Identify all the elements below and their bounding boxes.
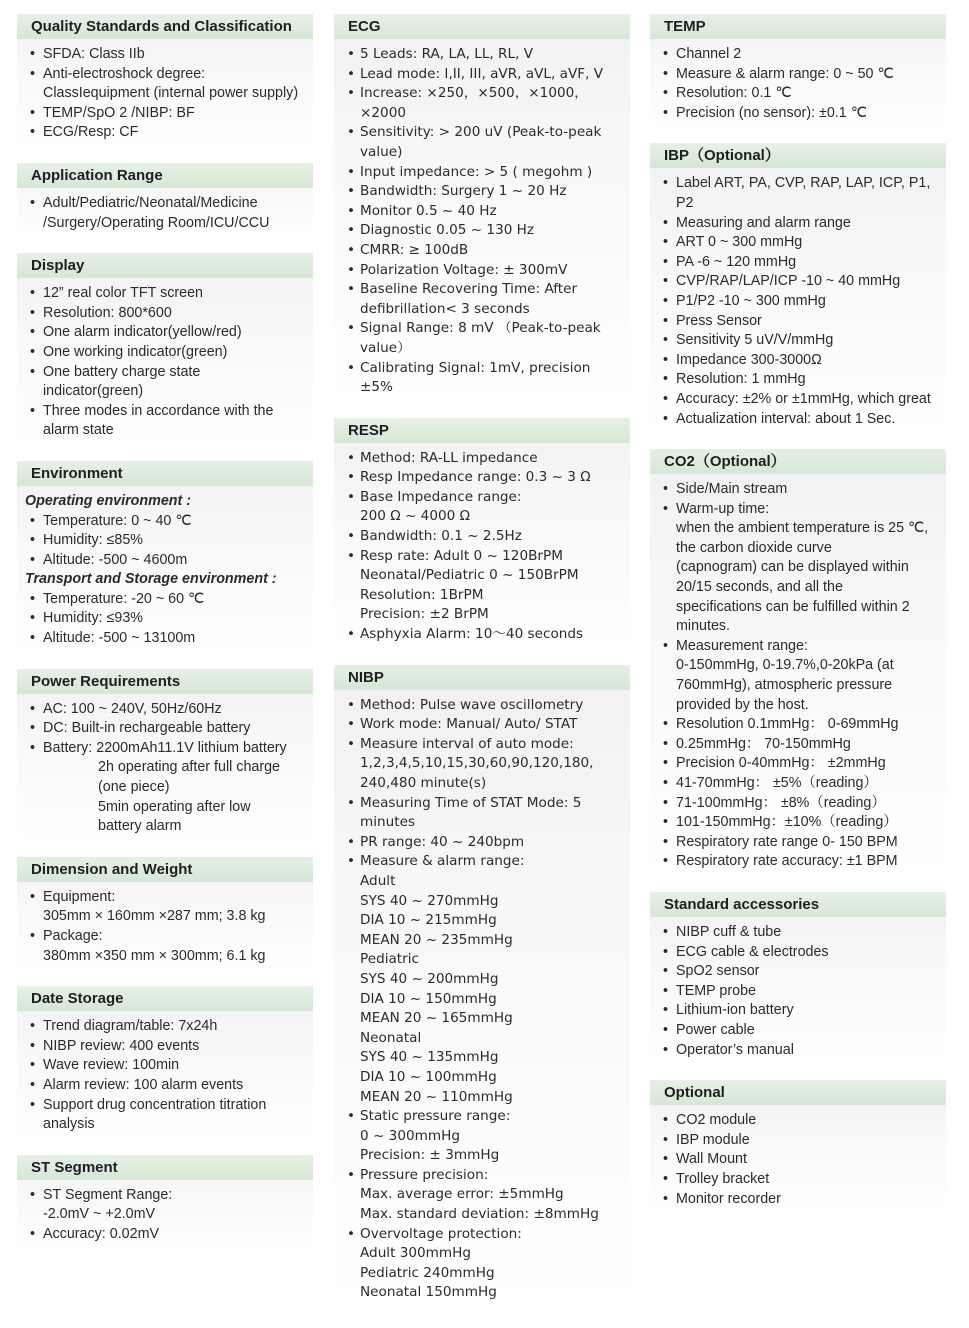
item-list bbox=[27, 194, 307, 233]
item-text: • Warm-up time: bbox=[676, 500, 770, 517]
section-ibp bbox=[650, 143, 946, 435]
item-text: • Static pressure range: bbox=[360, 1108, 511, 1125]
item-continuation: 200 Ω ~ 4000 Ω bbox=[360, 508, 470, 525]
item-continuation: SYS 40 ~ 200mmHg bbox=[360, 970, 499, 987]
list-item bbox=[660, 500, 940, 637]
item-text: • TEMP probe bbox=[676, 982, 756, 999]
item-continuation: (capnogram) can be displayed within bbox=[676, 559, 909, 576]
list-item bbox=[660, 312, 940, 332]
section-nibp bbox=[334, 665, 630, 1309]
list-item bbox=[660, 1001, 940, 1021]
item-text: • Temperature: -20 ~ 60 ℃ bbox=[43, 590, 205, 607]
item-text: • Accuracy: ±2% or ±1mmHg, which great bbox=[676, 390, 931, 407]
item-continuation: Max. average error: ±5mmHg bbox=[360, 1186, 564, 1203]
item-text: • TEMP/SpO 2 /NIBP: BF bbox=[43, 104, 195, 121]
section-temp bbox=[650, 14, 946, 129]
item-text: • Overvoltage protection: bbox=[360, 1225, 522, 1242]
section-display bbox=[17, 253, 313, 447]
list-item bbox=[27, 194, 307, 233]
list-item bbox=[660, 774, 940, 794]
list-item bbox=[344, 45, 624, 65]
list-item bbox=[27, 1017, 307, 1037]
list-item bbox=[344, 625, 624, 645]
list-item bbox=[660, 923, 940, 943]
item-text: • Humidity: ≤93% bbox=[43, 610, 144, 627]
list-item bbox=[660, 1131, 940, 1151]
item-text: • Wall Mount bbox=[676, 1151, 747, 1168]
item-text: • Press Sensor bbox=[676, 312, 762, 329]
list-item bbox=[344, 527, 624, 547]
operating-list bbox=[27, 512, 307, 571]
item-continuation: alarm state bbox=[43, 422, 114, 439]
item-text: • 12” real color TFT screen bbox=[43, 285, 203, 302]
list-item bbox=[660, 1150, 940, 1170]
item-list bbox=[660, 1111, 940, 1209]
item-continuation: 380mm ×350 mm × 300mm; 6.1 kg bbox=[43, 947, 266, 964]
item-continuation: defibrillation< 3 seconds bbox=[360, 300, 530, 317]
item-continuation: Neonatal 150mmHg bbox=[360, 1284, 497, 1301]
section-quality bbox=[17, 14, 313, 149]
item-text: • One working indicator(green) bbox=[43, 343, 228, 360]
item-list bbox=[344, 45, 624, 398]
list-item bbox=[660, 214, 940, 234]
section-resp bbox=[334, 418, 630, 651]
item-text: • Work mode: Manual/ Auto/ STAT bbox=[360, 716, 578, 733]
list-item bbox=[344, 449, 624, 469]
section-title: Power Requirements bbox=[17, 669, 313, 694]
item-continuation: MEAN 20 ~ 235mmHg bbox=[360, 931, 513, 948]
section-title: Environment bbox=[17, 461, 313, 486]
item-text: • Respiratory rate range 0- 150 BPM bbox=[676, 833, 898, 850]
item-continuation: Precision: ±2 BrPM bbox=[360, 606, 489, 623]
list-item bbox=[660, 637, 940, 715]
list-item bbox=[344, 319, 624, 358]
item-text: • ST Segment Range: bbox=[43, 1186, 173, 1203]
list-item bbox=[27, 531, 307, 551]
item-text: • 71-100mmHg： ±8%（reading） bbox=[676, 794, 886, 811]
item-text: • Three modes in accordance with the bbox=[43, 402, 274, 419]
list-item bbox=[660, 174, 940, 213]
list-item bbox=[27, 590, 307, 610]
item-list bbox=[27, 1186, 307, 1245]
item-continuation: ±5% bbox=[360, 379, 393, 396]
item-text: • CO2 module bbox=[676, 1112, 757, 1129]
list-item bbox=[27, 1186, 307, 1225]
item-continuation: 305mm × 160mm ×287 mm; 3.8 kg bbox=[43, 908, 266, 925]
item-text: • Lithium-ion battery bbox=[676, 1002, 794, 1019]
item-text: • Wave review: 100min bbox=[43, 1057, 180, 1074]
item-text: • Sensitivity: > 200 uV (Peak-to-peak bbox=[360, 124, 602, 141]
list-item bbox=[27, 609, 307, 629]
item-text: • PA -6 ~ 120 mmHg bbox=[676, 253, 797, 270]
item-text: • Monitor recorder bbox=[676, 1190, 781, 1207]
list-item bbox=[660, 272, 940, 292]
item-continuation: ×2000 bbox=[360, 104, 406, 121]
list-item bbox=[344, 280, 624, 319]
item-text: • 41-70mmHg： ±5%（reading） bbox=[676, 775, 878, 791]
item-text: • Measure interval of auto mode: bbox=[360, 735, 574, 752]
item-text: • Adult/Pediatric/Neonatal/Medicine bbox=[43, 194, 258, 211]
item-text: • Package: bbox=[43, 928, 103, 944]
item-text: • Asphyxia Alarm: 10～40 seconds bbox=[360, 626, 584, 643]
item-text: • Measuring and alarm range bbox=[676, 214, 851, 231]
item-text: • IBP module bbox=[676, 1131, 750, 1148]
item-text: • NIBP cuff & tube bbox=[676, 923, 782, 940]
item-text: • Altitude: -500 ~ 13100m bbox=[43, 630, 196, 647]
item-continuation: SYS 40 ~ 135mmHg bbox=[360, 1049, 499, 1066]
item-text: • One alarm indicator(yellow/red) bbox=[43, 324, 242, 341]
item-text: • Diagnostic 0.05 ~ 130 Hz bbox=[360, 222, 535, 239]
list-item bbox=[660, 754, 940, 774]
section-title: Quality Standards and Classification bbox=[17, 14, 313, 39]
list-item bbox=[27, 363, 307, 402]
item-continuation: minutes bbox=[360, 814, 416, 831]
list-item bbox=[344, 84, 624, 123]
list-item bbox=[660, 1021, 940, 1041]
item-list bbox=[660, 45, 940, 123]
list-item bbox=[660, 84, 940, 104]
item-text: • 101-150mmHg：±10%（reading） bbox=[676, 814, 898, 831]
list-item bbox=[27, 323, 307, 343]
item-text: • Bandwidth: 0.1 ~ 2.5Hz bbox=[360, 528, 522, 545]
item-text: • Resolution: 800*600 bbox=[43, 304, 172, 321]
item-continuation: ClassIequipment (internal power supply) bbox=[43, 85, 299, 102]
list-item bbox=[344, 833, 624, 853]
item-continuation: Resolution: 1BrPM bbox=[360, 586, 484, 603]
item-text: • Trolley bracket bbox=[676, 1170, 770, 1187]
list-item bbox=[660, 480, 940, 500]
list-item: • Battery: 2200mAh11.1V lithium battery 2h operating after full charge (one piece) 5min operating after low battery alarm bbox=[27, 739, 307, 837]
item-text: • Precision 0-40mmHg： ±2mmHg bbox=[676, 755, 886, 772]
column-left bbox=[17, 14, 313, 1265]
item-text: • Temperature: 0 ~ 40 ℃ bbox=[43, 512, 192, 529]
list-item: • AC: 100 ~ 240V, 50Hz/60Hz bbox=[27, 700, 307, 720]
list-item bbox=[27, 551, 307, 571]
list-item bbox=[660, 794, 940, 814]
item-text: • Equipment: bbox=[43, 888, 116, 905]
item-text: • 0.25mmHg： 70-150mmHg bbox=[676, 735, 851, 752]
section-title: IBP（Optional） bbox=[650, 143, 946, 168]
item-text: • Operator’s manual bbox=[676, 1041, 794, 1058]
item-continuation: value） bbox=[360, 339, 411, 356]
item-text: • Input impedance: > 5 ( megohm ) bbox=[360, 163, 593, 180]
item-text: • Measuring Time of STAT Mode: 5 bbox=[360, 794, 582, 811]
list-item bbox=[660, 943, 940, 963]
item-text: • Precision (no sensor): ±0.1 ℃ bbox=[676, 104, 867, 121]
item-continuation: Pediatric 240mmHg bbox=[360, 1264, 495, 1281]
item-text: • Power cable bbox=[676, 1021, 755, 1038]
item-text: • Signal Range: 8 mV （Peak-to-peak bbox=[360, 320, 601, 337]
item-text: • Impedance 300-3000Ω bbox=[676, 351, 822, 368]
item-text: • PR range: 40 ~ 240bpm bbox=[360, 833, 525, 850]
item-text: • ECG/Resp: CF bbox=[43, 124, 139, 141]
item-text: • Pressure precision: bbox=[360, 1166, 489, 1183]
list-item bbox=[344, 1166, 624, 1225]
item-continuation: value) bbox=[360, 143, 403, 160]
section-dimension bbox=[17, 857, 313, 972]
column-right bbox=[650, 14, 946, 1229]
list-item bbox=[344, 547, 624, 625]
section-title: RESP bbox=[334, 418, 630, 443]
list-item bbox=[344, 202, 624, 222]
list-item bbox=[660, 331, 940, 351]
section-power bbox=[17, 669, 313, 843]
list-item bbox=[344, 123, 624, 162]
list-item bbox=[344, 1107, 624, 1166]
list-item bbox=[660, 852, 940, 872]
item-text: • Base Impedance range: bbox=[360, 488, 522, 505]
column-middle bbox=[334, 14, 630, 1323]
item-text: • Trend diagram/table: 7x24h bbox=[43, 1018, 218, 1035]
item-continuation: SYS 40 ~ 270mmHg bbox=[360, 892, 499, 909]
list-item bbox=[27, 284, 307, 304]
item-text: • Side/Main stream bbox=[676, 481, 788, 498]
list-item bbox=[660, 1041, 940, 1061]
list-item bbox=[27, 123, 307, 143]
operating-label: Operating environment : bbox=[25, 492, 192, 509]
item-list bbox=[660, 480, 940, 872]
list-item bbox=[27, 629, 307, 649]
item-text: • Baseline Recovering Time: After bbox=[360, 281, 578, 298]
section-application bbox=[17, 163, 313, 239]
item-text: • Resolution 0.1mmHg： 0-69mmHg bbox=[676, 716, 899, 733]
item-list bbox=[660, 923, 940, 1060]
list-item bbox=[660, 735, 940, 755]
item-list bbox=[27, 888, 307, 966]
item-continuation: MEAN 20 ~ 165mmHg bbox=[360, 1010, 513, 1027]
item-text: • CMRR: ≥ 100dB bbox=[360, 241, 469, 258]
list-item bbox=[344, 468, 624, 488]
list-item bbox=[27, 343, 307, 363]
item-continuation: 1,2,3,4,5,10,15,30,60,90,120,180, bbox=[360, 755, 594, 772]
list-item bbox=[660, 1111, 940, 1131]
list-item bbox=[660, 715, 940, 735]
list-item bbox=[344, 221, 624, 241]
section-ecg bbox=[334, 14, 630, 404]
list-item: • DC: Built-in rechargeable battery bbox=[27, 719, 307, 739]
item-continuation: 760mmHg), atmospheric pressure bbox=[676, 677, 893, 694]
item-text: • Accuracy: 0.02mV bbox=[43, 1225, 160, 1242]
list-item bbox=[660, 104, 940, 124]
item-text: • Increase: ×250，×500，×1000， bbox=[360, 85, 588, 102]
item-text: • Channel 2 bbox=[676, 46, 742, 62]
list-item bbox=[27, 888, 307, 927]
item-continuation: /Surgery/Operating Room/ICU/CCU bbox=[43, 214, 270, 231]
item-text: • Support drug concentration titration bbox=[43, 1096, 267, 1113]
item-continuation: provided by the host. bbox=[676, 696, 809, 713]
item-text: • Bandwidth: Surgery 1 ~ 20 Hz bbox=[360, 183, 567, 200]
item-text: • Resolution: 1 mmHg bbox=[676, 371, 806, 388]
item-text: • Resp Impedance range: 0.3 ~ 3 Ω bbox=[360, 469, 591, 486]
list-item bbox=[660, 962, 940, 982]
list-item bbox=[27, 512, 307, 532]
item-continuation: the carbon dioxide curve bbox=[676, 539, 832, 556]
list-item bbox=[660, 410, 940, 430]
item-text: • Alarm review: 100 alarm events bbox=[43, 1076, 244, 1093]
item-text: • CVP/RAP/LAP/ICP -10 ~ 40 mmHg bbox=[676, 273, 901, 290]
item-list bbox=[27, 284, 307, 441]
list-item bbox=[27, 927, 307, 966]
list-item bbox=[660, 813, 940, 833]
item-text: • One battery charge state bbox=[43, 363, 201, 380]
list-item bbox=[660, 233, 940, 253]
list-item bbox=[344, 1225, 624, 1303]
list-item bbox=[344, 261, 624, 281]
list-item bbox=[344, 488, 624, 527]
transport-label: Transport and Storage environment : bbox=[25, 571, 277, 588]
section-title: Date Storage bbox=[17, 986, 313, 1011]
list-item bbox=[27, 304, 307, 324]
list-item bbox=[27, 65, 307, 104]
item-text: • SpO2 sensor bbox=[676, 963, 760, 980]
item-continuation: DIA 10 ~ 215mmHg bbox=[360, 912, 497, 929]
item-text: • Method: RA-LL impedance bbox=[360, 449, 538, 466]
list-item bbox=[660, 65, 940, 85]
item-text: • Monitor 0.5 ~ 40 Hz bbox=[360, 202, 497, 219]
item-continuation: Adult 300mmHg bbox=[360, 1245, 472, 1262]
item-list bbox=[27, 1017, 307, 1135]
item-text: • Polarization Voltage: ± 300mV bbox=[360, 261, 568, 278]
item-continuation: Pediatric bbox=[360, 951, 419, 968]
item-text: • 5 Leads: RA, LA, LL, RL, V bbox=[360, 46, 534, 62]
section-title: Display bbox=[17, 253, 313, 278]
list-item bbox=[27, 1096, 307, 1135]
list-item bbox=[344, 794, 624, 833]
list-item bbox=[27, 1056, 307, 1076]
section-st-segment bbox=[17, 1155, 313, 1251]
item-continuation: specifications can be fulfilled within 2 bbox=[676, 598, 910, 615]
section-title: ST Segment bbox=[17, 1155, 313, 1180]
item-text: • Measure & alarm range: 0 ~ 50 ℃ bbox=[676, 65, 894, 82]
item-continuation: 240,480 minute(s) bbox=[360, 775, 487, 791]
item-continuation: analysis bbox=[43, 1116, 95, 1133]
section-environment bbox=[17, 461, 313, 655]
item-text: • Measure & alarm range: bbox=[360, 853, 525, 870]
item-continuation: Neonatal bbox=[360, 1029, 422, 1046]
item-text: • NIBP review: 400 events bbox=[43, 1037, 200, 1054]
item-text: • Measurement range: bbox=[676, 637, 808, 654]
item-list bbox=[344, 449, 624, 645]
section-optional bbox=[650, 1080, 946, 1215]
item-continuation: Adult bbox=[360, 872, 396, 889]
item-continuation: Neonatal/Pediatric 0 ~ 150BrPM bbox=[360, 567, 579, 584]
list-item bbox=[27, 1225, 307, 1245]
item-continuation: -2.0mV ~ +2.0mV bbox=[43, 1206, 156, 1223]
section-title: Optional bbox=[650, 1080, 946, 1105]
section-title: Application Range bbox=[17, 163, 313, 188]
item-text: • Anti-electroshock degree: bbox=[43, 65, 206, 82]
list-item bbox=[27, 45, 307, 65]
list-item bbox=[27, 1076, 307, 1096]
list-item bbox=[344, 735, 624, 794]
list-item bbox=[344, 241, 624, 261]
item-text: • Calibrating Signal: 1mV, precision bbox=[360, 359, 591, 376]
item-continuation: Precision: ± 3mmHg bbox=[360, 1147, 500, 1164]
item-continuation: DIA 10 ~ 150mmHg bbox=[360, 990, 497, 1007]
list-item bbox=[660, 370, 940, 390]
list-item bbox=[660, 45, 940, 65]
item-continuation: 0 ~ 300mmHg bbox=[360, 1127, 460, 1144]
item-continuation: MEAN 20 ~ 110mmHg bbox=[360, 1088, 513, 1105]
item-list bbox=[27, 700, 307, 837]
list-item bbox=[660, 833, 940, 853]
item-text: • Lead mode: I,II, III, aVR, aVL, aVF, V bbox=[360, 65, 604, 82]
list-item bbox=[660, 1190, 940, 1210]
list-item bbox=[344, 852, 624, 1107]
list-item bbox=[344, 163, 624, 183]
section-title: Standard accessories bbox=[650, 892, 946, 917]
item-text: • Resp rate: Adult 0 ~ 120BrPM bbox=[360, 547, 563, 564]
list-item bbox=[27, 104, 307, 124]
transport-list bbox=[27, 590, 307, 649]
section-accessories bbox=[650, 892, 946, 1066]
list-item bbox=[660, 1170, 940, 1190]
item-continuation: minutes. bbox=[676, 618, 731, 635]
list-item bbox=[344, 182, 624, 202]
item-continuation: Max. standard deviation: ±8mmHg bbox=[360, 1206, 599, 1223]
list-item bbox=[344, 696, 624, 716]
item-list bbox=[660, 174, 940, 429]
section-co2 bbox=[650, 449, 946, 878]
item-text: • Altitude: -500 ~ 4600m bbox=[43, 551, 188, 568]
item-continuation: when the ambient temperature is 25 ℃, bbox=[676, 520, 929, 537]
item-text: • Respiratory rate accuracy: ±1 BPM bbox=[676, 853, 898, 870]
list-item bbox=[27, 402, 307, 441]
item-text: • ART 0 ~ 300 mmHg bbox=[676, 234, 803, 251]
item-text: • ECG cable & electrodes bbox=[676, 943, 829, 960]
item-list bbox=[344, 696, 624, 1303]
section-storage bbox=[17, 986, 313, 1141]
list-item bbox=[660, 351, 940, 371]
list-item bbox=[660, 982, 940, 1002]
item-continuation: 20/15 seconds, and all the bbox=[676, 579, 843, 596]
section-title: NIBP bbox=[334, 665, 630, 690]
list-item bbox=[344, 65, 624, 85]
list-item bbox=[660, 390, 940, 410]
item-continuation: indicator(green) bbox=[43, 383, 144, 400]
item-text: • Label ART, PA, CVP, RAP, LAP, ICP, P1, P2 bbox=[676, 175, 931, 211]
item-text: • Sensitivity 5 uV/V/mmHg bbox=[676, 332, 834, 349]
item-continuation: DIA 10 ~ 100mmHg bbox=[360, 1068, 497, 1085]
list-item bbox=[660, 292, 940, 312]
item-text: • Humidity: ≤85% bbox=[43, 532, 144, 549]
item-continuation: 0-150mmHg, 0-19.7%,0-20kPa (at bbox=[676, 657, 894, 674]
list-item bbox=[344, 359, 624, 398]
item-text: • P1/P2 -10 ~ 300 mmHg bbox=[676, 292, 826, 309]
list-item bbox=[27, 1037, 307, 1057]
item-text: • Resolution: 0.1 ℃ bbox=[676, 85, 792, 102]
item-text: • Method: Pulse wave oscillometry bbox=[360, 696, 584, 713]
item-text: • SFDA: Class IIb bbox=[43, 46, 145, 62]
list-item bbox=[344, 715, 624, 735]
section-title: Dimension and Weight bbox=[17, 857, 313, 882]
section-title: CO2（Optional） bbox=[650, 449, 946, 474]
list-item bbox=[660, 253, 940, 273]
item-list bbox=[27, 45, 307, 143]
section-title: ECG bbox=[334, 14, 630, 39]
item-text: • Actualization interval: about 1 Sec. bbox=[676, 410, 896, 427]
section-title: TEMP bbox=[650, 14, 946, 39]
